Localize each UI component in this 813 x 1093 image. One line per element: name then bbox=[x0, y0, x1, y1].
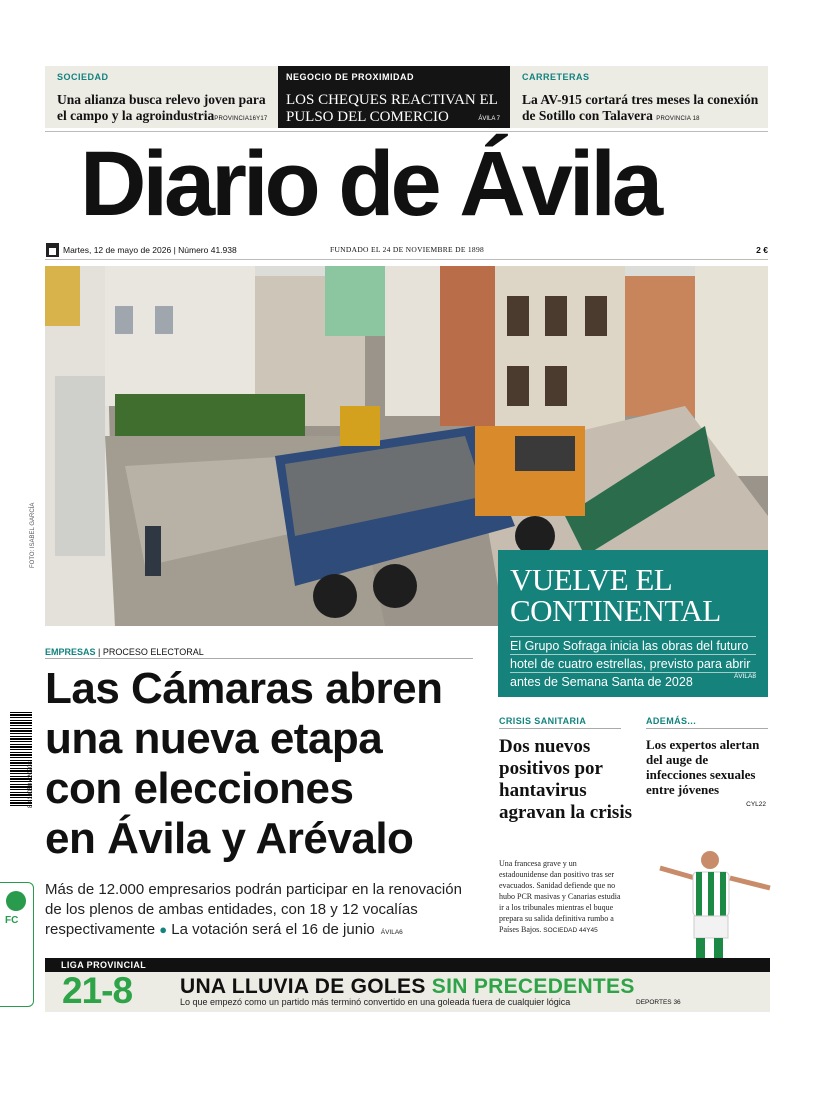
feature-box[interactable] bbox=[498, 550, 768, 697]
page-ref: ÁVILA6 bbox=[380, 929, 403, 936]
promo-negocio[interactable] bbox=[278, 66, 510, 128]
page-ref: DEPORTES 36 bbox=[636, 999, 681, 1006]
promo-tag: CARRETERAS bbox=[522, 72, 590, 82]
divider bbox=[499, 728, 621, 729]
page-ref: PROVINCIA 18 bbox=[656, 116, 700, 122]
ademas-headline[interactable]: Los expertos alertan del auge de infecciones sexuales entre jóvenes CYL22 bbox=[646, 737, 766, 808]
ademas-tag: ADEMÁS... bbox=[646, 716, 697, 726]
liga-subtitle: Lo que empezó como un partido más terminó convertido en una goleada fuera de cualquier lógica bbox=[180, 997, 571, 1007]
main-summary: Más de 12.000 empresarios podrán participar en la renovación de los plenos de ambas entidades, con 18 y 12 vocalías respectivamente ● La votación será el 16 de junio ÁVILA6 bbox=[45, 881, 462, 938]
price: 2 € bbox=[756, 245, 768, 255]
dateline bbox=[45, 240, 768, 260]
founded-text: FUNDADO EL 24 DE NOVIEMBRE DE 1898 bbox=[330, 245, 485, 254]
promo-sociedad[interactable] bbox=[45, 66, 278, 128]
page-ref: ÁVILA8 bbox=[733, 673, 756, 680]
page-ref: CYL22 bbox=[746, 801, 766, 808]
promo-tag: SOCIEDAD bbox=[57, 72, 109, 82]
photo-credit: FOTO: ISABEL GARCÍA bbox=[30, 502, 36, 568]
page-ref: PROVINCIA16Y17 bbox=[214, 116, 268, 122]
page-ref: ÁVILA 7 bbox=[478, 116, 500, 122]
crisis-tag: CRISIS SANITARIA bbox=[499, 716, 587, 726]
divider bbox=[646, 728, 768, 729]
liga-headline: UNA LLUVIA DE GOLES SIN PRECEDENTES bbox=[180, 975, 635, 998]
promo-carreteras[interactable] bbox=[510, 66, 768, 128]
badge-text: FC bbox=[5, 915, 19, 926]
feature-title: VUELVE EL CONTINENTAL bbox=[510, 562, 721, 628]
promo-headline: LOS CHEQUES REACTIVAN EL PULSO DEL COMERCIO bbox=[286, 92, 498, 125]
main-headline[interactable]: Las Cámaras abren una nueva etapa con elecciones en Ávila y Arévalo bbox=[45, 664, 443, 863]
club-badge bbox=[0, 882, 34, 1007]
issue-date: Martes, 12 de mayo de 2026 | Número 41.938 bbox=[63, 245, 237, 255]
page-ref: SOCIEDAD 44Y45 bbox=[543, 927, 598, 934]
crisis-headline[interactable]: Dos nuevos positivos por hantavirus agravan la crisis bbox=[499, 736, 632, 823]
masthead-title: Diario de Ávila bbox=[80, 133, 660, 235]
feature-body: El Grupo Sofraga inicia las obras del futuro hotel de cuatro estrellas, previsto para abrir antes de Semana Santa de 2028 bbox=[510, 639, 751, 689]
liga-score: 21-8 bbox=[62, 970, 133, 1011]
divider bbox=[45, 658, 473, 659]
main-kicker: EMPRESAS | PROCESO ELECTORAL bbox=[45, 647, 204, 657]
liga-tag: LIGA PROVINCIAL bbox=[45, 958, 770, 972]
barcode-number: 8 410050 420208 bbox=[28, 761, 34, 808]
badge-logo-icon bbox=[6, 891, 26, 911]
promo-headline: Una alianza busca relevo joven para el campo y la agroindustriaPROVINCIA16Y17 bbox=[57, 92, 268, 123]
divider bbox=[45, 131, 768, 132]
promo-tag: NEGOCIO DE PROXIMIDAD bbox=[286, 72, 415, 82]
crisis-body: Una francesa grave y un estadounidense dan positivo tras ser evacuados. Sanidad defiende que no hubo PCR masivas y Canarias estudia ir a los tribunales mientras el buque prepara su salida definitiva rumbo a Países Bajos. SOCIEDAD 44Y45 bbox=[499, 859, 621, 934]
promo-headline: La AV-915 cortará tres meses la conexión de Sotillo con Talavera PROVINCIA 18 bbox=[522, 92, 759, 123]
